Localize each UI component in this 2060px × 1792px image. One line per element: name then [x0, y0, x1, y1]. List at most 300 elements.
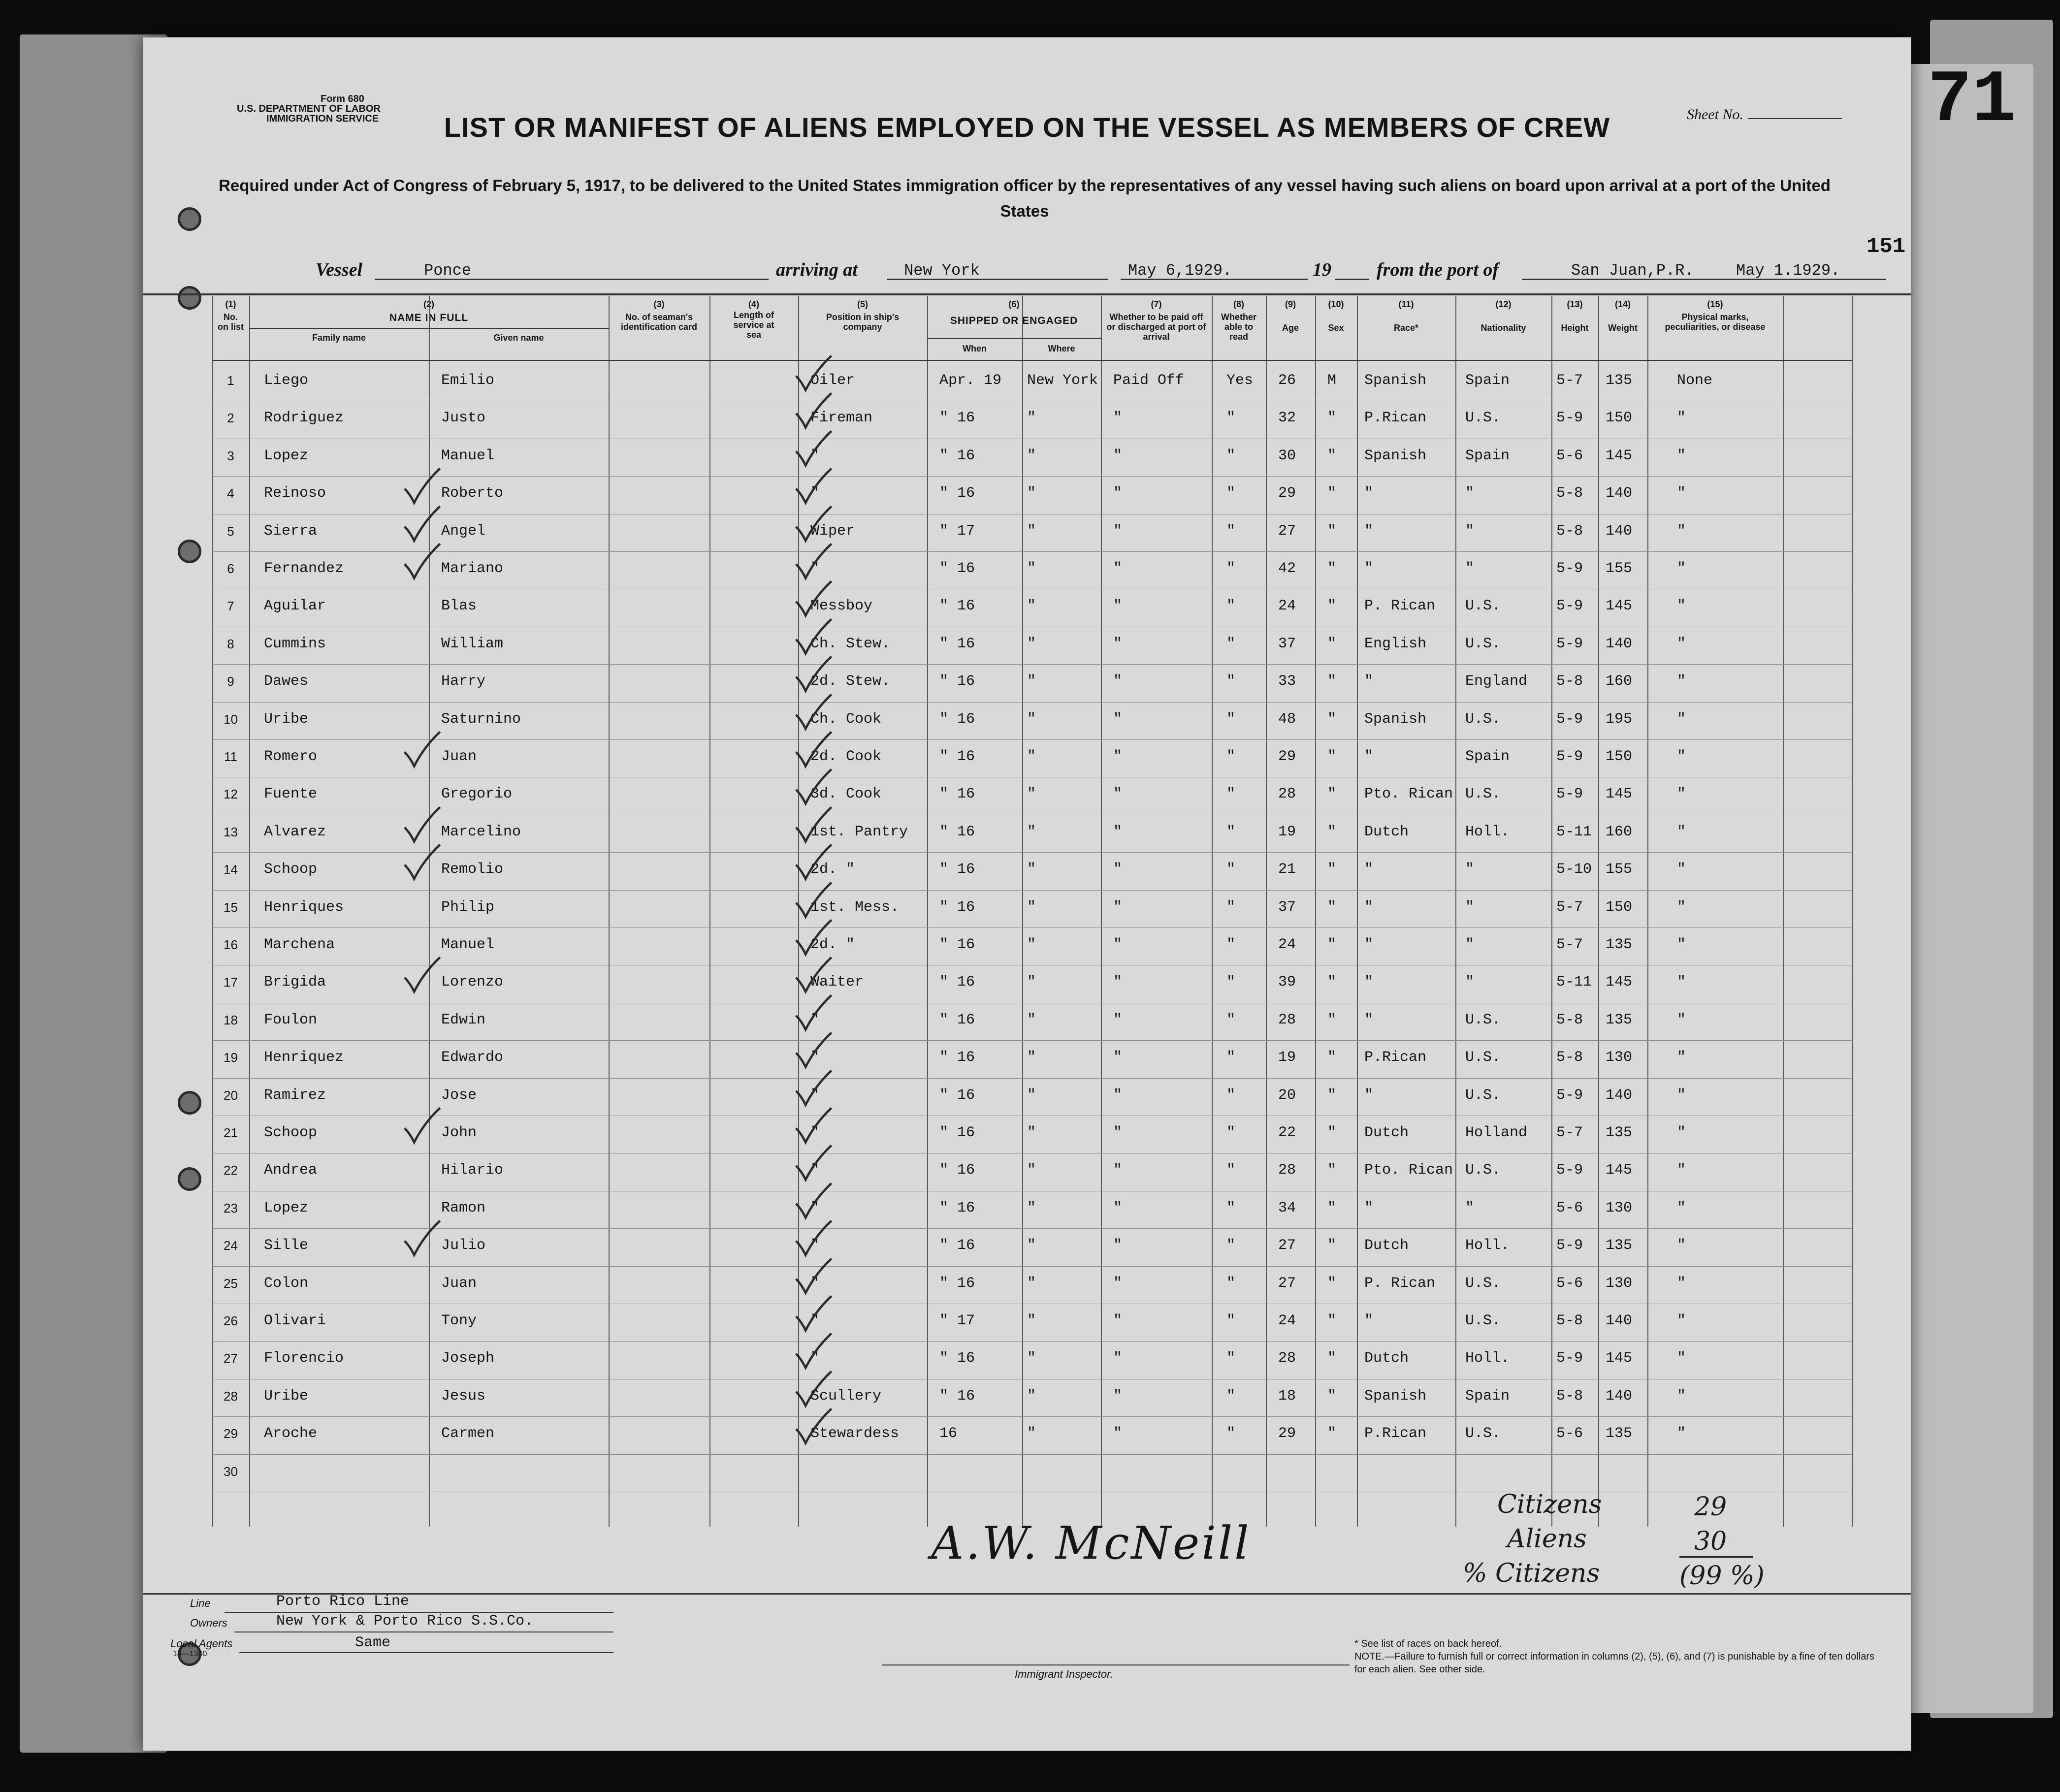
cell-paid: " — [1113, 673, 1123, 690]
cell-race: Dutch — [1364, 1124, 1409, 1141]
cell-read: " — [1226, 522, 1236, 540]
row-number: 15 — [224, 899, 238, 915]
check-mark-icon — [402, 955, 441, 994]
form-number: Form 680 — [321, 94, 364, 104]
table-row — [143, 1341, 1911, 1378]
cell-weight: 135 — [1606, 372, 1633, 389]
row-number: 5 — [227, 523, 234, 539]
cell-age: 20 — [1278, 1087, 1296, 1104]
col-8-label: Whether able to read — [1221, 312, 1256, 342]
cell-family: Foulon — [264, 1011, 318, 1028]
cell-paid: " — [1113, 1350, 1123, 1367]
corner-number: 71 — [1928, 59, 2017, 143]
col-9-label: Age — [1282, 323, 1299, 333]
cell-family: Marchena — [264, 936, 335, 953]
cell-where: " — [1027, 974, 1036, 991]
cell-paid: " — [1113, 1275, 1123, 1292]
cell-position: Wiper — [810, 522, 855, 540]
cell-nationality: " — [1465, 898, 1475, 916]
cell-height: 5-9 — [1556, 410, 1583, 427]
manifest-sheet — [143, 37, 1911, 1751]
cell-paid: " — [1113, 1425, 1123, 1442]
col-1-number: (1) — [225, 299, 236, 309]
owners-label: Owners — [190, 1617, 227, 1629]
cell-nationality: Holl. — [1465, 823, 1510, 840]
cell-age: 37 — [1278, 635, 1296, 652]
table-row — [143, 627, 1911, 664]
service-name: IMMIGRATION SERVICE — [266, 113, 379, 124]
cell-nationality: U.S. — [1465, 1162, 1501, 1179]
cell-when: " 16 — [939, 560, 975, 577]
cell-paid: " — [1113, 410, 1123, 427]
cell-given: Manuel — [441, 447, 495, 464]
agents-name: Same — [355, 1634, 391, 1651]
cell-when: " 16 — [939, 786, 975, 803]
cell-given: Jose — [441, 1087, 477, 1104]
cell-family: Schoop — [264, 1124, 318, 1141]
cell-race: Spanish — [1364, 447, 1427, 464]
cell-position: Scullery — [810, 1387, 882, 1405]
cell-read: " — [1226, 1275, 1236, 1292]
year-label: 19 — [1313, 259, 1331, 280]
check-mark-icon — [793, 504, 833, 544]
cell-family: Uribe — [264, 1387, 309, 1405]
cell-age: 28 — [1278, 1162, 1296, 1179]
cell-height: 5-6 — [1556, 1199, 1583, 1216]
cell-weight: 145 — [1606, 598, 1633, 615]
cell-where: New York — [1027, 372, 1098, 389]
cell-sex: " — [1327, 1049, 1337, 1066]
cell-height: 5-7 — [1556, 936, 1583, 953]
cell-weight: 145 — [1606, 1350, 1633, 1367]
cell-age: 19 — [1278, 823, 1296, 840]
cell-family: Fernandez — [264, 560, 344, 577]
col-5-label: Position in ship's company — [826, 312, 900, 332]
cell-read: " — [1226, 673, 1236, 690]
row-number: 24 — [224, 1238, 238, 1253]
cell-where: " — [1027, 673, 1036, 690]
cell-nationality: " — [1465, 522, 1475, 540]
col-7-label: Whether to be paid off or discharged at port of arrival — [1106, 312, 1206, 342]
cell-age: 32 — [1278, 410, 1296, 427]
row-number: 16 — [224, 937, 238, 952]
cell-age: 29 — [1278, 748, 1296, 765]
cell-given: Remolio — [441, 861, 504, 878]
cell-read: " — [1226, 786, 1236, 803]
cell-family: Sierra — [264, 522, 318, 540]
cell-given: Angel — [441, 522, 486, 540]
cell-nationality: Holland — [1465, 1124, 1528, 1141]
cell-height: 5-6 — [1556, 1425, 1583, 1442]
cell-where: " — [1027, 936, 1036, 953]
cell-marks: " — [1677, 861, 1686, 878]
cell-race: " — [1364, 560, 1374, 577]
cell-family: Fuente — [264, 786, 318, 803]
citizens-label: Citizens — [1497, 1490, 1602, 1519]
check-mark-icon — [402, 842, 441, 882]
row-number: 22 — [224, 1163, 238, 1178]
cell-when: " 16 — [939, 1237, 975, 1254]
cell-position: " — [810, 1350, 820, 1367]
cell-family: Schoop — [264, 861, 318, 878]
cell-when: " 16 — [939, 635, 975, 652]
cell-sex: " — [1327, 1312, 1337, 1329]
cell-nationality: U.S. — [1465, 598, 1501, 615]
check-mark-icon — [793, 880, 833, 920]
cell-read: " — [1226, 635, 1236, 652]
cell-where: " — [1027, 1124, 1036, 1141]
cell-height: 5-9 — [1556, 1237, 1583, 1254]
cell-given: Mariano — [441, 560, 504, 577]
cell-paid: " — [1113, 823, 1123, 840]
cell-nationality: U.S. — [1465, 1312, 1501, 1329]
cell-family: Dawes — [264, 673, 309, 690]
cell-given: Joseph — [441, 1350, 495, 1367]
col-7-number: (7) — [1151, 299, 1162, 309]
check-mark-icon — [793, 1181, 833, 1220]
cell-height: 5-9 — [1556, 748, 1583, 765]
cell-where: " — [1027, 898, 1036, 916]
cell-when: 16 — [939, 1425, 958, 1442]
col-2-number: (2) — [423, 299, 434, 309]
cell-position: Fireman — [810, 410, 873, 427]
col-4-number: (4) — [748, 299, 759, 309]
cell-marks: " — [1677, 1011, 1686, 1028]
cell-position: Waiter — [810, 974, 864, 991]
cell-sex: " — [1327, 823, 1337, 840]
col-14-label: Weight — [1608, 323, 1638, 333]
cell-family: Lopez — [264, 447, 309, 464]
col-3-label: No. of seaman's identification card — [620, 312, 698, 332]
cell-height: 5-6 — [1556, 1275, 1583, 1292]
cell-sex: " — [1327, 673, 1337, 690]
cell-paid: " — [1113, 635, 1123, 652]
cell-family: Rodriguez — [264, 410, 344, 427]
cell-position: Stewardess — [810, 1425, 900, 1442]
cell-height: 5-9 — [1556, 786, 1583, 803]
col-12-number: (12) — [1495, 299, 1512, 309]
cell-weight: 135 — [1606, 936, 1633, 953]
row-number: 3 — [227, 448, 234, 463]
cell-read: " — [1226, 898, 1236, 916]
cell-read: Yes — [1226, 372, 1254, 389]
row-number: 17 — [224, 975, 238, 990]
cell-race: Spanish — [1364, 710, 1427, 728]
cell-given: Gregorio — [441, 786, 513, 803]
check-mark-icon — [793, 1143, 833, 1183]
cell-given: Harry — [441, 673, 486, 690]
cell-given: Juan — [441, 1275, 477, 1292]
cell-family: Colon — [264, 1275, 309, 1292]
cell-age: 28 — [1278, 1350, 1296, 1367]
cell-race: Dutch — [1364, 1237, 1409, 1254]
col-14-number: (14) — [1614, 299, 1631, 309]
col-9-number: (9) — [1285, 299, 1296, 309]
page-stamp: 151 — [1867, 234, 1906, 259]
cell-height: 5-9 — [1556, 635, 1583, 652]
cell-race: " — [1364, 673, 1374, 690]
cell-nationality: England — [1465, 673, 1528, 690]
cell-weight: 150 — [1606, 898, 1633, 916]
cell-given: John — [441, 1124, 477, 1141]
check-mark-icon — [793, 842, 833, 882]
cell-age: 27 — [1278, 522, 1296, 540]
cell-age: 48 — [1278, 710, 1296, 728]
cell-where: " — [1027, 1312, 1036, 1329]
cell-marks: " — [1677, 1237, 1686, 1254]
cell-position: Messboy — [810, 598, 873, 615]
cell-when: " 16 — [939, 1199, 975, 1216]
check-mark-icon — [793, 1218, 833, 1258]
row-number: 21 — [224, 1125, 238, 1140]
check-mark-icon — [793, 955, 833, 994]
cell-age: 30 — [1278, 447, 1296, 464]
cell-weight: 130 — [1606, 1199, 1633, 1216]
row-number: 29 — [224, 1426, 238, 1441]
col-15-number: (15) — [1707, 299, 1723, 309]
cell-sex: " — [1327, 786, 1337, 803]
cell-position: " — [810, 1011, 820, 1028]
cell-height: 5-8 — [1556, 673, 1583, 690]
check-mark-icon — [793, 1256, 833, 1296]
cell-given: Julio — [441, 1237, 486, 1254]
cell-race: Spanish — [1364, 372, 1427, 389]
cell-sex: " — [1327, 410, 1337, 427]
cell-nationality: Spain — [1465, 372, 1510, 389]
check-mark-icon — [793, 1369, 833, 1408]
cell-age: 28 — [1278, 1011, 1296, 1028]
cell-height: 5-8 — [1556, 1049, 1583, 1066]
cell-height: 5-11 — [1556, 823, 1592, 840]
cell-marks: " — [1677, 1387, 1686, 1405]
cell-read: " — [1226, 748, 1236, 765]
name-subheader-rule — [249, 328, 609, 329]
row-number: 4 — [227, 486, 234, 501]
cell-sex: " — [1327, 447, 1337, 464]
cell-family: Lopez — [264, 1199, 309, 1216]
cell-marks: " — [1677, 410, 1686, 427]
header-bottom-rule — [212, 360, 1852, 361]
cell-read: " — [1226, 1350, 1236, 1367]
col-3-number: (3) — [653, 299, 665, 309]
cell-when: " 16 — [939, 1387, 975, 1405]
cell-where: " — [1027, 1199, 1036, 1216]
cell-paid: " — [1113, 786, 1123, 803]
cell-when: " 16 — [939, 1011, 975, 1028]
cell-where: " — [1027, 410, 1036, 427]
row-number: 20 — [224, 1088, 238, 1103]
cell-given: Edwin — [441, 1011, 486, 1028]
cell-sex: " — [1327, 1124, 1337, 1141]
family-name-header: Family name — [312, 333, 366, 343]
cell-weight: 140 — [1606, 1312, 1633, 1329]
cell-height: 5-8 — [1556, 1011, 1583, 1028]
cell-position: " — [810, 1237, 820, 1254]
when-header: When — [963, 344, 987, 353]
check-mark-icon — [793, 654, 833, 694]
cell-age: 29 — [1278, 1425, 1296, 1442]
cell-position: 1st. Pantry — [810, 823, 908, 840]
cell-sex: " — [1327, 1350, 1337, 1367]
table-row — [143, 1003, 1911, 1040]
cell-given: Ramon — [441, 1199, 486, 1216]
cell-when: " 16 — [939, 1275, 975, 1292]
cell-nationality: U.S. — [1465, 410, 1501, 427]
cell-when: " 17 — [939, 1312, 975, 1329]
cell-family: Alvarez — [264, 823, 326, 840]
year-underline — [1335, 279, 1369, 280]
cell-family: Henriquez — [264, 1049, 344, 1066]
cell-weight: 130 — [1606, 1275, 1633, 1292]
cell-marks: " — [1677, 673, 1686, 690]
cell-position: 1st. Mess. — [810, 898, 900, 916]
cell-when: " 16 — [939, 673, 975, 690]
punch-hole — [178, 286, 201, 310]
agents-label: Local Agents — [170, 1637, 233, 1650]
table-row — [143, 1266, 1911, 1304]
cell-race: P.Rican — [1364, 1049, 1427, 1066]
cell-position: Ch. Stew. — [810, 635, 891, 652]
cell-race: Pto. Rican — [1364, 1162, 1453, 1179]
row-number: 28 — [224, 1388, 238, 1404]
shipped-subheader-rule — [927, 338, 1101, 339]
cell-paid: " — [1113, 1162, 1123, 1179]
cell-family: Uribe — [264, 710, 309, 728]
cell-read: " — [1226, 1087, 1236, 1104]
cell-given: Roberto — [441, 485, 504, 502]
cell-where: " — [1027, 786, 1036, 803]
cell-marks: " — [1677, 898, 1686, 916]
col-8-number: (8) — [1233, 299, 1244, 309]
col-1-label: No. on list — [218, 312, 244, 332]
cell-where: " — [1027, 823, 1036, 840]
cell-where: " — [1027, 1275, 1036, 1292]
row-number: 8 — [227, 636, 234, 651]
cell-race: P.Rican — [1364, 410, 1427, 427]
cell-nationality: U.S. — [1465, 710, 1501, 728]
cell-sex: " — [1327, 1011, 1337, 1028]
cell-paid: " — [1113, 974, 1123, 991]
cell-race: Pto. Rican — [1364, 786, 1453, 803]
cell-marks: " — [1677, 1275, 1686, 1292]
row-number: 23 — [224, 1200, 238, 1216]
cell-race: P.Rican — [1364, 1425, 1427, 1442]
cell-marks: " — [1677, 748, 1686, 765]
check-mark-icon — [402, 466, 441, 506]
cell-read: " — [1226, 936, 1236, 953]
cell-height: 5-9 — [1556, 598, 1583, 615]
cell-where: " — [1027, 560, 1036, 577]
cell-position: " — [810, 1049, 820, 1066]
cell-sex: " — [1327, 1199, 1337, 1216]
cell-read: " — [1226, 447, 1236, 464]
cell-when: Apr. 19 — [939, 372, 1002, 389]
cell-age: 21 — [1278, 861, 1296, 878]
cell-race: " — [1364, 1312, 1374, 1329]
cell-nationality: Holl. — [1465, 1237, 1510, 1254]
check-mark-icon — [793, 579, 833, 618]
cell-age: 24 — [1278, 1312, 1296, 1329]
cell-where: " — [1027, 635, 1036, 652]
cell-paid: " — [1113, 560, 1123, 577]
cell-given: Jesus — [441, 1387, 486, 1405]
punch-hole — [178, 207, 201, 231]
cell-nationality: Spain — [1465, 447, 1510, 464]
cell-weight: 135 — [1606, 1011, 1633, 1028]
cell-race: Spanish — [1364, 1387, 1427, 1405]
cell-nationality: " — [1465, 1199, 1475, 1216]
table-row — [143, 1153, 1911, 1190]
col-4-label: Length of service at sea — [733, 310, 774, 340]
cell-when: " 16 — [939, 823, 975, 840]
cell-height: 5-8 — [1556, 485, 1583, 502]
cell-race: English — [1364, 635, 1427, 652]
cell-weight: 135 — [1606, 1425, 1633, 1442]
cell-age: 42 — [1278, 560, 1296, 577]
races-note: * See list of races on back hereof. — [1354, 1638, 1502, 1649]
cell-height: 5-8 — [1556, 522, 1583, 540]
cell-given: Justo — [441, 410, 486, 427]
check-mark-icon — [402, 1106, 441, 1145]
table-row — [143, 1454, 1911, 1492]
cell-paid: " — [1113, 598, 1123, 615]
form-code: 14—1340 — [173, 1650, 207, 1658]
cell-where: " — [1027, 1387, 1036, 1405]
cell-paid: " — [1113, 861, 1123, 878]
check-mark-icon — [402, 805, 441, 844]
cell-when: " 16 — [939, 974, 975, 991]
cell-where: " — [1027, 1425, 1036, 1442]
cell-paid: " — [1113, 447, 1123, 464]
cell-marks: " — [1677, 823, 1686, 840]
cell-given: Manuel — [441, 936, 495, 953]
percent-citizens-value: (99 %) — [1679, 1561, 1765, 1591]
check-mark-icon — [793, 767, 833, 806]
check-mark-icon — [793, 692, 833, 732]
cell-read: " — [1226, 598, 1236, 615]
table-row — [143, 589, 1911, 626]
check-mark-icon — [793, 1294, 833, 1333]
cell-weight: 155 — [1606, 560, 1633, 577]
cell-where: " — [1027, 748, 1036, 765]
row-number: 30 — [224, 1464, 238, 1479]
owners-name: New York & Porto Rico S.S.Co. — [276, 1613, 534, 1630]
cell-position: 3d. Cook — [810, 786, 882, 803]
cell-where: " — [1027, 1237, 1036, 1254]
cell-height: 5-9 — [1556, 1162, 1583, 1179]
cell-marks: " — [1677, 786, 1686, 803]
cell-age: 24 — [1278, 936, 1296, 953]
check-mark-icon — [793, 353, 833, 393]
cell-race: " — [1364, 522, 1374, 540]
cell-where: " — [1027, 861, 1036, 878]
cell-weight: 140 — [1606, 1387, 1633, 1405]
cell-marks: " — [1677, 936, 1686, 953]
cell-where: " — [1027, 1087, 1036, 1104]
cell-given: Emilio — [441, 372, 495, 389]
check-mark-icon — [793, 466, 833, 506]
check-mark-icon — [793, 1106, 833, 1145]
cell-read: " — [1226, 823, 1236, 840]
vessel-info-line — [316, 259, 362, 281]
cell-when: " 16 — [939, 1162, 975, 1179]
page-title: LIST OR MANIFEST OF ALIENS EMPLOYED ON THE VESSEL AS MEMBERS OF CREW — [444, 112, 1610, 143]
cell-marks: " — [1677, 710, 1686, 728]
cell-given: Hilario — [441, 1162, 504, 1179]
cell-given: Saturnino — [441, 710, 521, 728]
cell-paid: " — [1113, 522, 1123, 540]
cell-race: " — [1364, 748, 1374, 765]
